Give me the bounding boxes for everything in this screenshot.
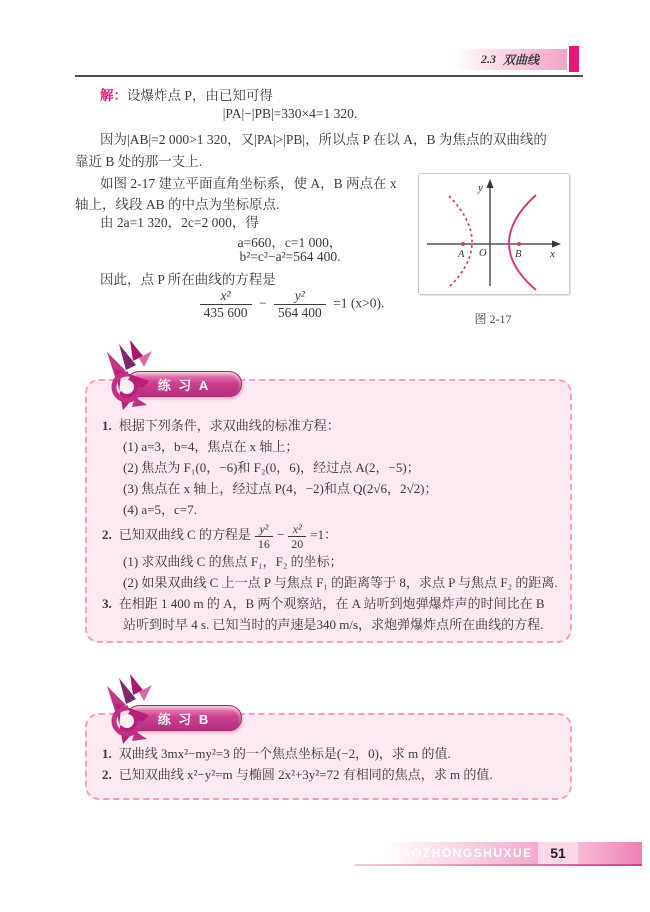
point-b-label: B bbox=[515, 249, 522, 260]
practice-b-deco-icon bbox=[86, 674, 166, 748]
item2-fraction-1: $\frac{\text{y²}}{16}$ bbox=[255, 522, 273, 551]
practice-a-badge: 练 习 A bbox=[126, 371, 242, 397]
origin-label: O bbox=[479, 248, 487, 259]
solution-intro: 解：设爆炸点 P，由已知可得 bbox=[100, 88, 273, 103]
equation-2: a=660，c=1 000， bbox=[237, 235, 343, 250]
practice-b-item-2: 2. 已知双曲线 x²−y²=m 与椭圆 2x²+3y²=72 有相同的焦点，求 m 的值. bbox=[102, 767, 493, 782]
equation-rhs: =1 (x>0). bbox=[333, 295, 385, 311]
hyperbola-figure bbox=[418, 173, 570, 295]
practice-a-item-3: 3. 在相距 1 400 m 的 A，B 两个观察站，在 A 站听到炮弹爆炸声的时间比在 B bbox=[102, 595, 545, 611]
practice-a-item-1-sub-1: (1) a=3，b=4，焦点在 x 轴上； bbox=[123, 439, 299, 454]
hyperbola-plot bbox=[419, 174, 567, 292]
solution-label: 解： bbox=[100, 88, 127, 103]
page-footer bbox=[383, 842, 642, 864]
paragraph-1-line-2: 靠近 B 处的那一支上. bbox=[75, 154, 203, 169]
equation-3: b²=c²−a²=564 400. bbox=[239, 249, 341, 264]
practice-a-item-1-sub-2: (2) 焦点为 F₁(0，−6)和 F₂(0，6)，经过点 A(2，−5)； bbox=[123, 460, 420, 475]
item2-fraction-2: $\frac{\text{x²}}{20}$ bbox=[288, 522, 306, 551]
practice-a-item-1-sub-4: (4) a=5，c=7. bbox=[123, 502, 197, 517]
focus-b-dot bbox=[517, 242, 521, 246]
practice-a-item-2-sub-2: (2) 如果双曲线 C 上一点 P 与焦点 F₁ 的距离等于 8，求点 P 与焦点 F₂ 的距离. bbox=[123, 574, 558, 590]
x-axis-arrow-icon bbox=[552, 241, 561, 248]
practice-a-item-1-sub-3: (3) 焦点在 x 轴上，经过点 P(4，−2)和点 Q(2√6，2√2)； bbox=[123, 481, 438, 496]
practice-b-item-1: 1. 双曲线 3mx²−my²=3 的一个焦点坐标是(−2，0)，求 m 的值. bbox=[102, 746, 451, 761]
y-axis-arrow-icon bbox=[487, 179, 494, 188]
figure-caption: 图 2-17 bbox=[474, 312, 512, 326]
paragraph-2-line-2: 轴上，线段 AB 的中点为坐标原点. bbox=[75, 197, 280, 212]
y-axis-label: y bbox=[478, 182, 483, 194]
chapter-title: 双曲线 bbox=[502, 53, 539, 67]
practice-a-deco-icon bbox=[86, 340, 166, 414]
chapter-header bbox=[453, 49, 567, 70]
header-rule bbox=[75, 75, 583, 77]
practice-a-item-2-sub-1: (1) 求双曲线 C 的焦点 F₁，F₂ 的坐标； bbox=[123, 553, 343, 569]
focus-a-dot bbox=[461, 242, 465, 246]
practice-b-badge: 练 习 B bbox=[126, 705, 242, 731]
practice-a-item-3-continued: 站听到时早 4 s. 已知当时的声速是340 m/s，求炮弹爆炸点所在曲线的方程. bbox=[123, 616, 544, 632]
paragraph-4: 因此，点 P 所在曲线的方程是 bbox=[100, 272, 276, 287]
right-branch-curve bbox=[509, 195, 536, 290]
x-axis-label: x bbox=[550, 248, 555, 260]
point-a-label: A bbox=[458, 249, 465, 260]
fraction-x: $\frac{\text{x²}}{435 600}$ bbox=[200, 288, 252, 321]
paragraph-2-line-1: 如图 2-17 建立平面直角坐标系，使 A，B 两点在 x bbox=[100, 176, 397, 191]
paragraph-1-line-1: 因为|AB|=2 000>1 320，又|PA|>|PB|，所以点 P 在以 A，B 为焦点的双曲线的 bbox=[100, 132, 547, 147]
footer-brand: GAOZHONGSHUXUE bbox=[383, 842, 538, 864]
page-number: 51 bbox=[538, 842, 578, 864]
practice-a-item-2: 2. 已知双曲线 C 的方程是 $\frac{\text{y²}}{16}$ − $\frac{\text{x²}}{20}$ =1： bbox=[102, 521, 338, 551]
fraction-y: $\frac{\text{y²}}{564 400}$ bbox=[274, 288, 326, 321]
paragraph-3: 由 2a=1 320，2c=2 000，得 bbox=[100, 215, 259, 230]
footer-accent-block bbox=[578, 842, 642, 864]
left-branch-dashed-curve bbox=[449, 196, 472, 287]
practice-a-item-1: 1. 根据下列条件，求双曲线的标准方程： bbox=[102, 418, 340, 433]
minus-operator: − bbox=[258, 295, 267, 311]
equation-1: |PA|−|PB|=330×4=1 320. bbox=[222, 106, 358, 121]
chapter-number: 2.3 bbox=[480, 52, 496, 66]
practice-a-box bbox=[85, 379, 572, 643]
header-accent-bar bbox=[569, 46, 579, 72]
